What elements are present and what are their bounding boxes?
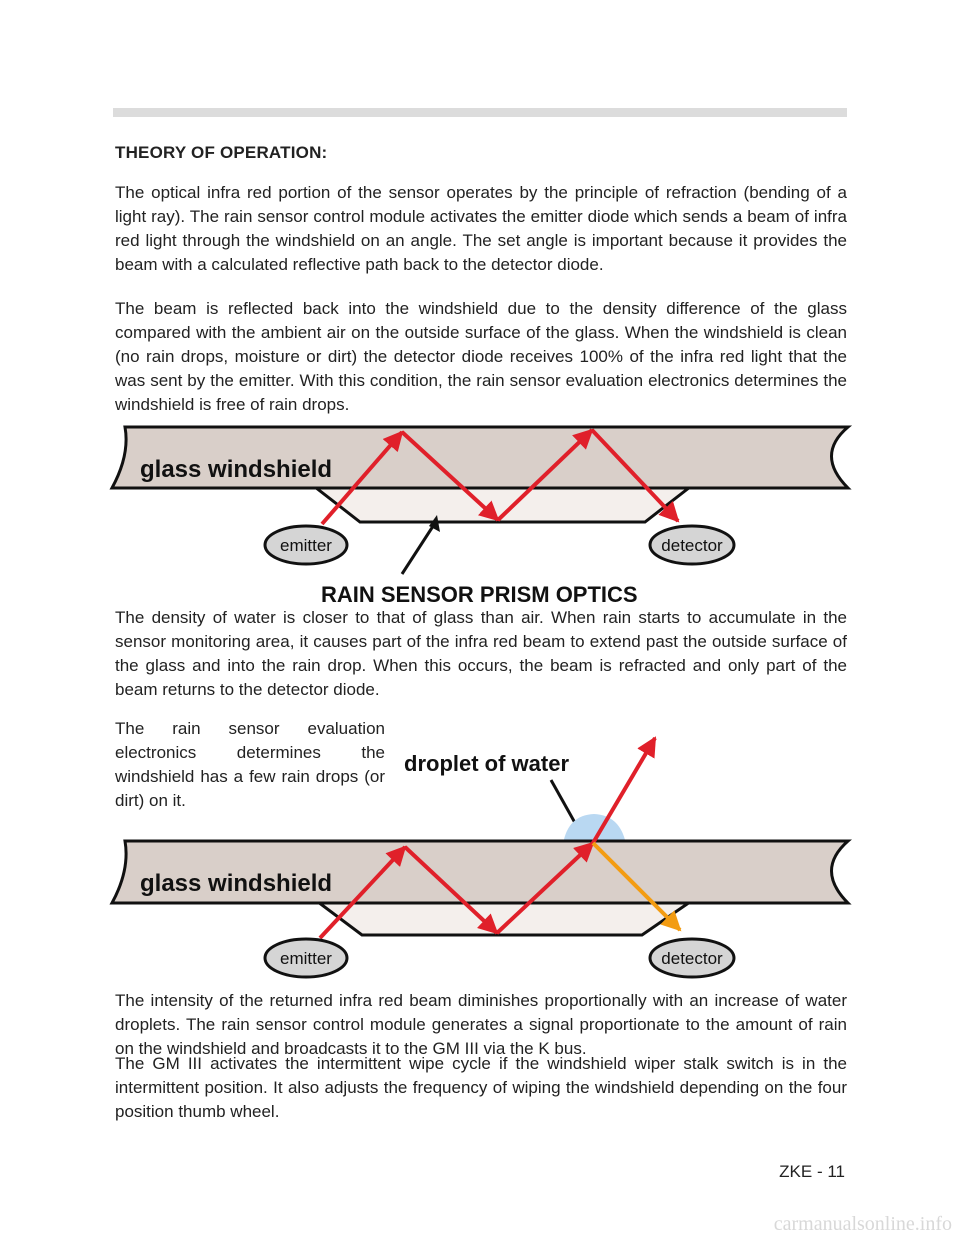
paragraph-refraction-principle: The optical infra red portion of the sensor operates by the principle of refraction (bending of a light ray). The rain sensor control module activates the emitter diode which sends a beam of infra red light through the windshield on an angle. The set angle is important because it provides the beam with a calculated reflective path back to the detector diode. (115, 183, 847, 274)
droplet-diagram (0, 730, 960, 990)
detector-label: detector (661, 536, 723, 555)
diagram-caption: RAIN SENSOR PRISM OPTICS (321, 582, 638, 607)
header-rule (113, 108, 847, 117)
paragraph-clean-windshield: The beam is reflected back into the windshield due to the density difference of the glass compared with the ambient air on the outside surface of the glass. When the windshield is clean (no rain drops, moisture or dirt) the detector diode receives 100% of the infra red light that the was sent by the emitter. With this condition, the rain sensor evaluation electronics determines the windshield is free of rain drops. (115, 299, 847, 414)
droplet-label: droplet of water (404, 751, 570, 776)
section-heading: THEORY OF OPERATION: (115, 143, 328, 162)
paragraph-water-density: The density of water is closer to that of glass than air. When rain starts to accumulate in the sensor monitoring area, it causes part of the infra red beam to extend past the outside surface of the glass and into the rain drop. When this occurs, the beam is refracted and only part of the beam returns to the detector diode. (115, 608, 847, 699)
paragraph-intensity: The intensity of the returned infra red beam diminishes proportionally with an increase of water droplets. The rain sensor control module generates a signal proportionate to the amount of rain on the windshield and broadcasts it to the GM III via the K bus. (115, 991, 847, 1058)
emitter-label: emitter (280, 536, 332, 555)
paragraph-rain-detected: The rain sensor evaluation electronics determines the windshield has a few rain drops (or dirt) on it. (115, 719, 385, 810)
prism-pointer-line (402, 520, 437, 574)
prism-optics-diagram (0, 420, 960, 610)
watermark: carmanualsonline.info (773, 1213, 952, 1235)
prism-body (318, 902, 690, 935)
page-number: ZKE - 11 (779, 1162, 845, 1181)
paragraph-gm-iii: The GM III activates the intermittent wipe cycle if the windshield wiper stalk switch is in the intermittent position. It also adjusts the frequency of wiping the windshield depending on the four position thumb wheel. (115, 1054, 847, 1121)
glass-label: glass windshield (140, 456, 333, 483)
emitter-label: emitter (280, 949, 332, 968)
glass-label: glass windshield (140, 870, 333, 897)
detector-label: detector (661, 949, 723, 968)
